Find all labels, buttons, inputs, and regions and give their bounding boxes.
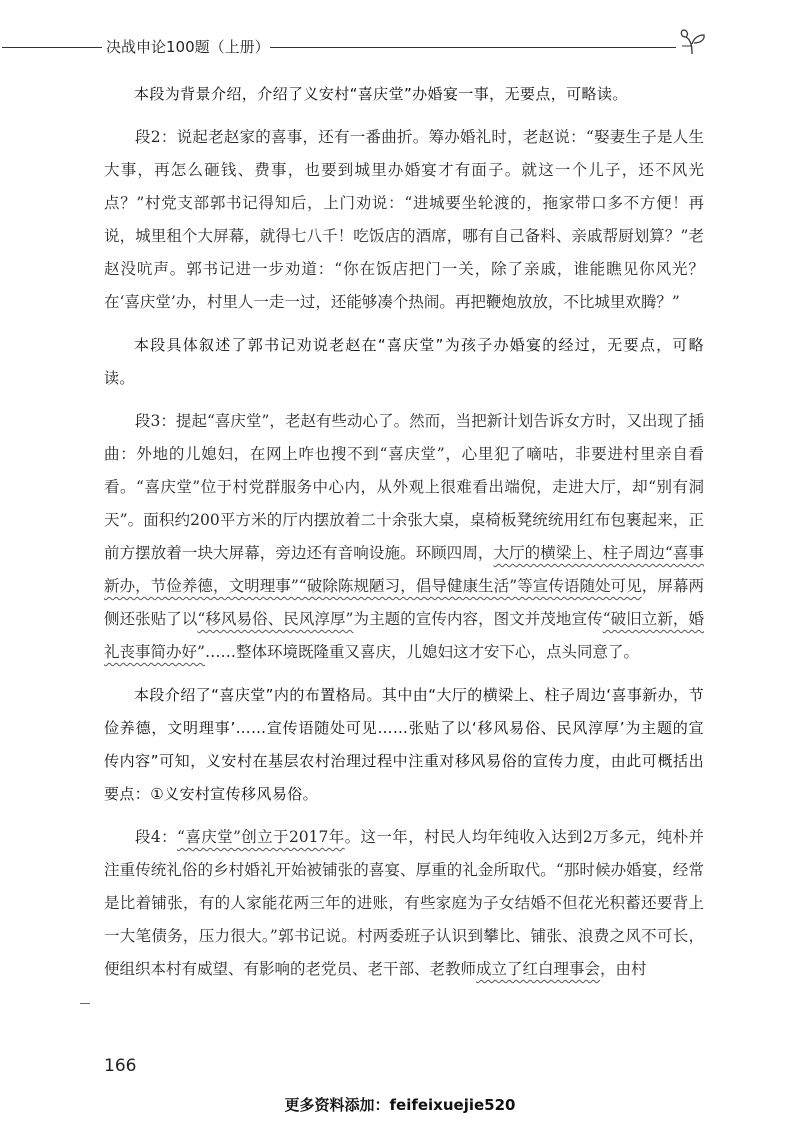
analysis-note bbox=[104, 329, 704, 395]
running-header bbox=[0, 30, 800, 60]
text-segment: ，由村 bbox=[600, 960, 647, 978]
passage-paragraph bbox=[104, 405, 704, 669]
text-segment: 本段为背景介绍，介绍了义安村“喜庆堂”办婚宴一事，无要点，可略读。 bbox=[134, 85, 628, 103]
text-segment: ……整体环境既隆重又喜庆，儿媳妇这才安下心，点头同意了。 bbox=[204, 643, 639, 661]
scan-mark bbox=[80, 1003, 90, 1004]
book-title: 决战申论100题（上册） bbox=[106, 38, 270, 56]
passage-paragraph bbox=[104, 821, 704, 986]
text-segment: 本段介绍了“喜庆堂”内的布置格局。其中由“大厅的横梁上、柱子周边‘喜事新办，节俭养德，文明理事’……宣传语随处可见……张贴了以‘移风易俗、民风淳厚’为主题的宣传内容”可知，义安村在基层农村治理过程中注重对移风易俗的宣传力度，由此可概括出要点：①义安村宣传移风易俗。 bbox=[104, 686, 704, 803]
text-segment: ，屏幕两侧还张贴了以 bbox=[104, 577, 704, 628]
text-segment: 段4： bbox=[135, 828, 178, 846]
sprout-icon bbox=[678, 28, 710, 58]
text-segment: 段3：提起“喜庆堂”，老赵有些动心了。然而，当把新计划告诉女方时，又出现了插曲：外地的儿媳妇，在网上咋也搜不到“喜庆堂”，心里犯了嘀咕，非要进村里亲自看看。“喜庆堂”位于村党群服务中心内，从外观上很难看出端倪，走进大厅，却“别有洞天”。面积约200平方米的厅内摆放着二十余张大桌，桌椅板凳统统用红布包裹起来，正前方摆放着一块大屏幕，旁边还有音响设施。环顾四周， bbox=[104, 412, 704, 562]
wavy-underlined-text: “喜庆堂”创立于2017年 bbox=[177, 828, 345, 846]
wavy-underlined-text: 成立了红白理事会 bbox=[476, 960, 601, 978]
wavy-underlined-text: “移风易俗、民风淳厚” bbox=[197, 610, 354, 628]
text-segment: 为主题的宣传内容，图文并茂地宣传 bbox=[353, 610, 603, 628]
wavy-underlined-text: 大厅的横梁上、柱子周边“喜事新办，节俭养德，文明理事”“破除陈规陋习，倡导健康生活”等宣传语随处可见 bbox=[104, 544, 704, 595]
passage-paragraph bbox=[104, 121, 704, 319]
header-rule-right bbox=[270, 47, 676, 48]
text-segment: 。这一年，村民人均年纯收入达到2万多元，纯朴并注重传统礼俗的乡村婚礼开始被铺张的喜宴、厚重的礼金所取代。“那时候办婚宴，经常是比着铺张，有的人家能花两三年的进账，有些家庭为子女结婚不但花光积蓄还要背上一大笔债务，压力很大。”郭书记说。村两委班子认识到攀比、铺张、浪费之风不可长，便组织本村有威望、有影响的老党员、老干部、老教师 bbox=[104, 828, 704, 978]
text-segment: 本段具体叙述了郭书记劝说老赵在“喜庆堂”为孩子办婚宴的经过，无要点，可略读。 bbox=[104, 336, 704, 387]
analysis-note bbox=[104, 78, 704, 111]
analysis-note bbox=[104, 679, 704, 811]
page-body bbox=[104, 78, 704, 986]
header-rule-left bbox=[2, 47, 102, 48]
text-segment: 段2：说起老赵家的喜事，还有一番曲折。筹办婚礼时，老赵说：“娶妻生子是人生大事，再怎么砸钱、费事，也要到城里办婚宴才有面子。就这一个儿子，还不风光点？”村党支部郭书记得知后，上门劝说：“进城要坐轮渡的，拖家带口多不方便！再说，城里租个大屏幕，就得七八千！吃饭店的酒席，哪有自己备料、亲戚帮厨划算？”老赵没吭声。郭书记进一步劝道：“你在饭店把门一关，除了亲戚，谁能瞧见你风光？在‘喜庆堂’办，村里人一走一过，还能够凑个热闹。再把鞭炮放放，不比城里欢腾？” bbox=[104, 128, 704, 311]
page-number: 166 bbox=[104, 1056, 137, 1076]
footer-contact: 更多资料添加：feifeixuejie520 bbox=[284, 1096, 516, 1114]
wavy-underlined-text: “破旧立新，婚礼丧事简办好” bbox=[104, 610, 704, 661]
